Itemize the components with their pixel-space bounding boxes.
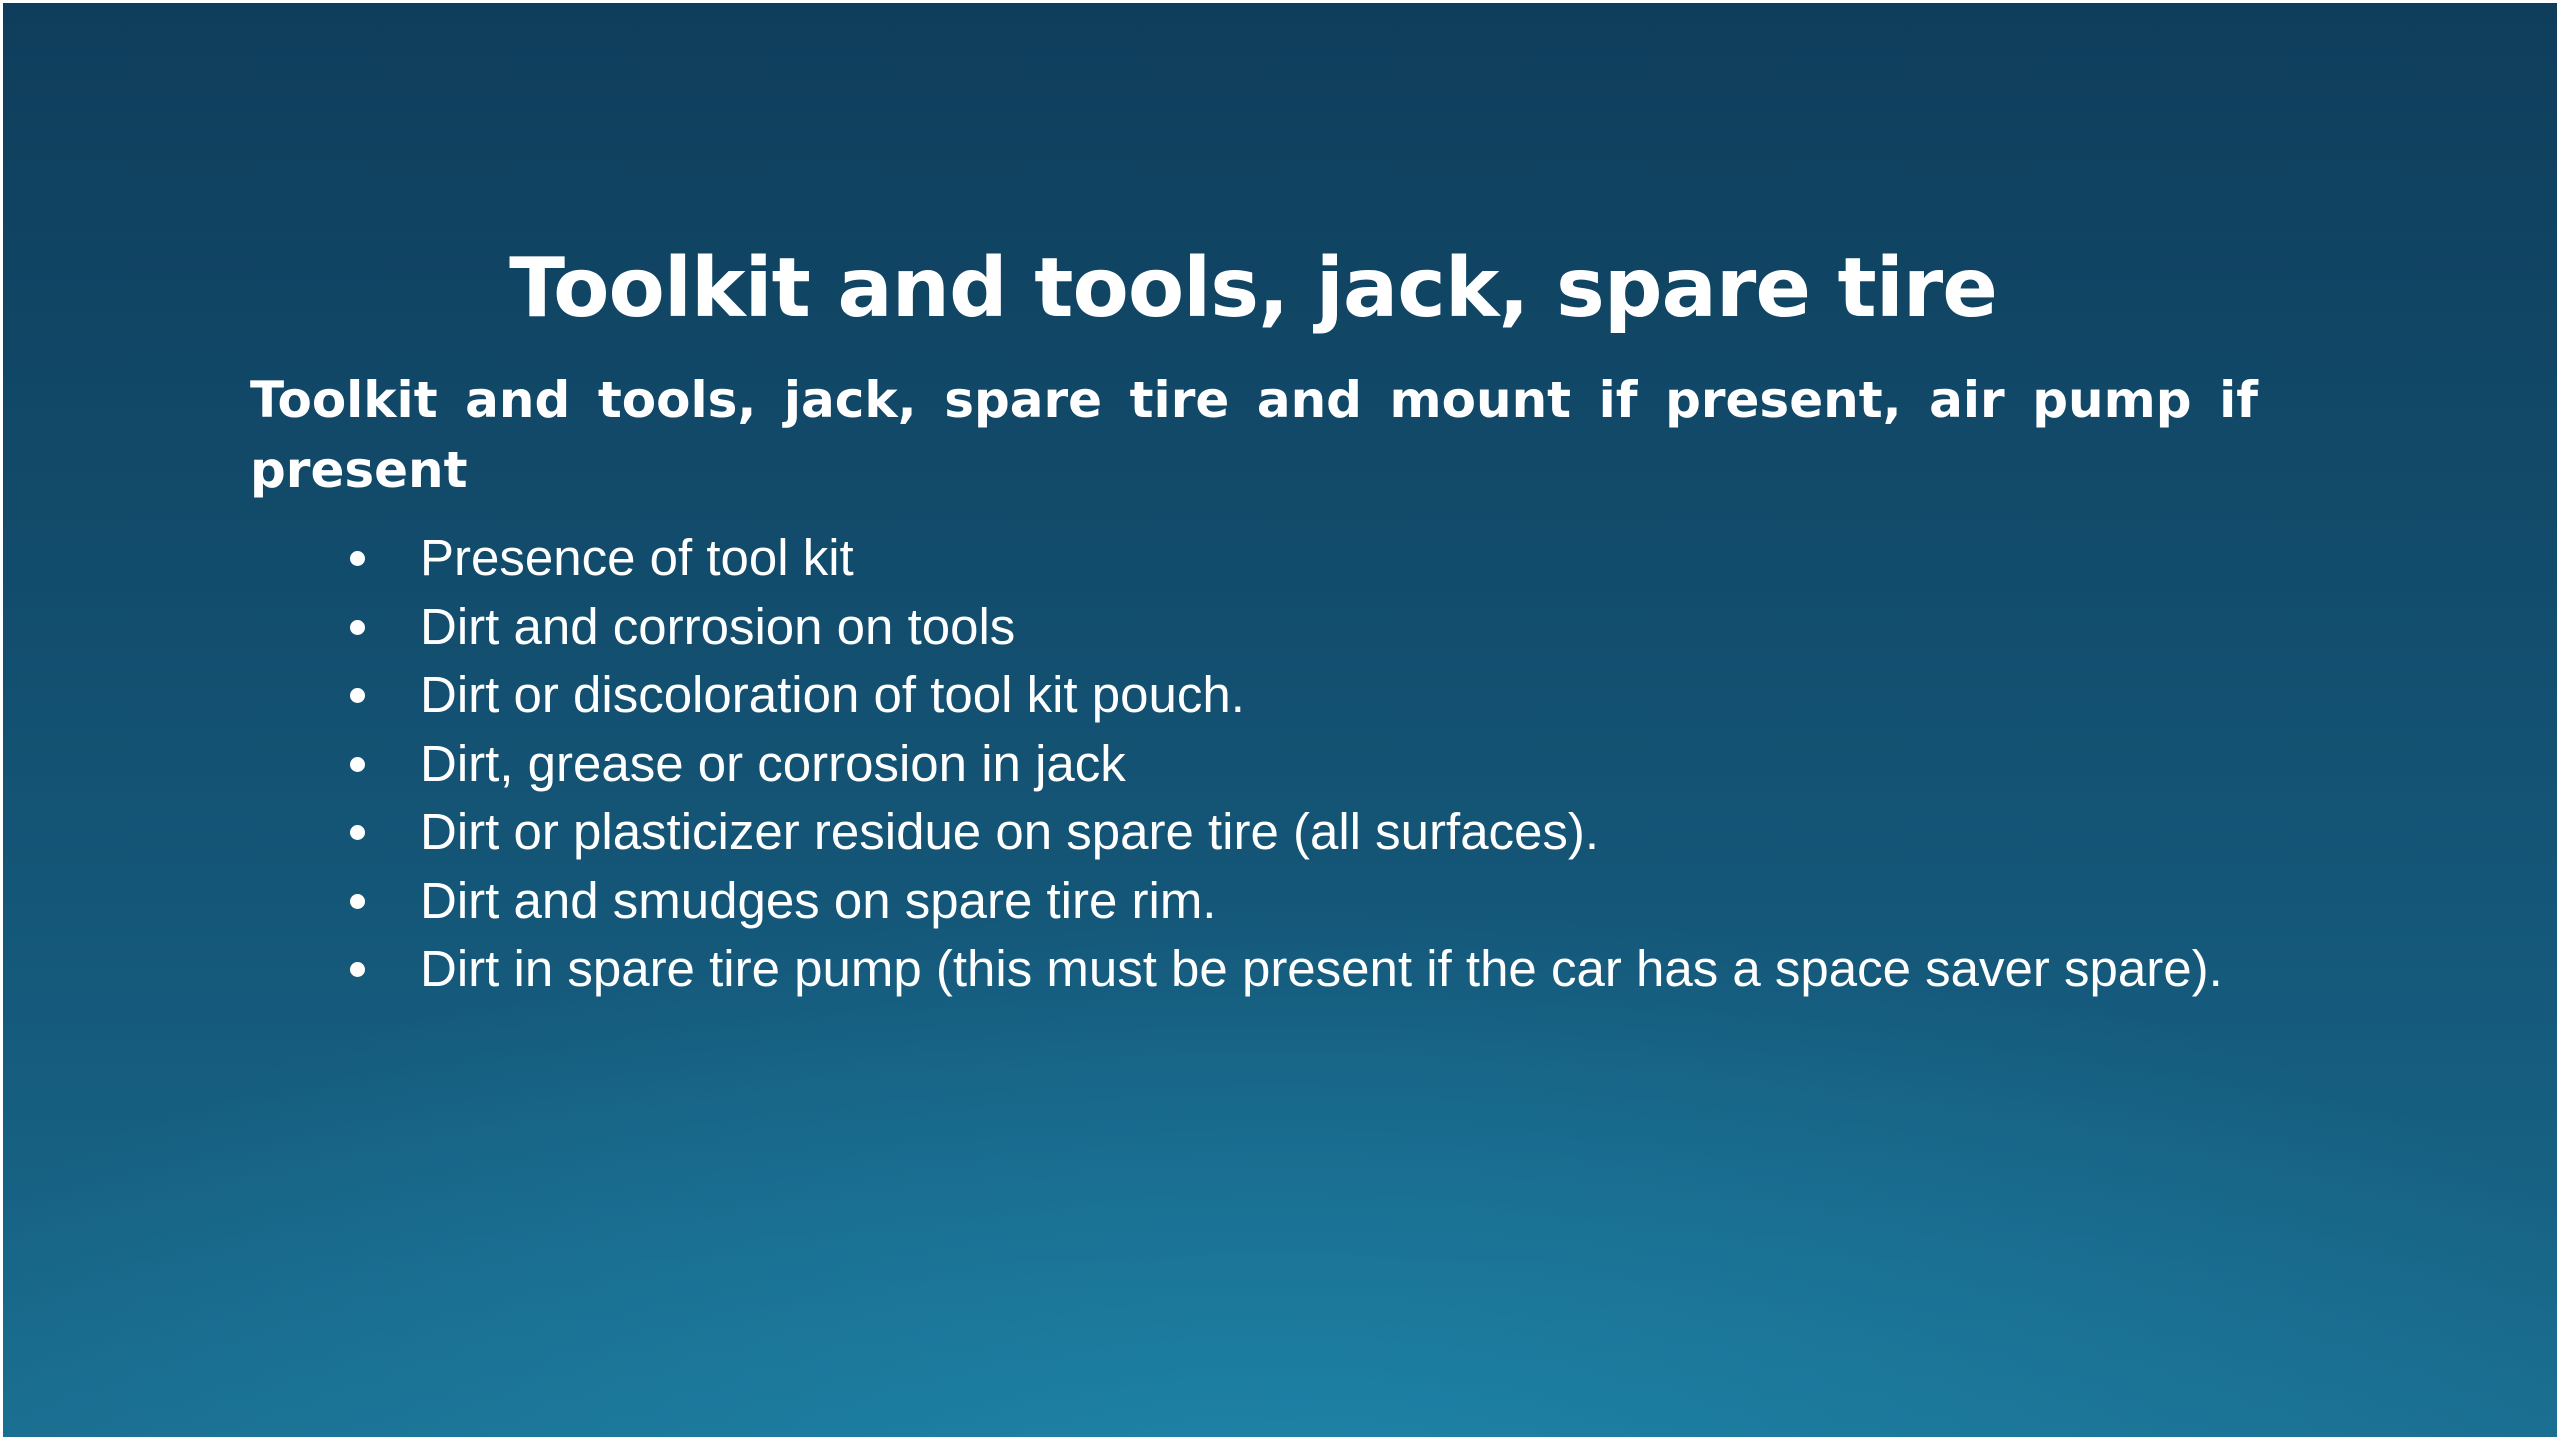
- list-item: [343, 867, 2258, 936]
- bullet-icon: [350, 962, 365, 977]
- bullet-icon: [350, 620, 365, 635]
- list-item: [343, 593, 2258, 662]
- bullet-icon: [350, 551, 365, 566]
- list-item: [343, 935, 2258, 1004]
- bullet-list: [343, 524, 2258, 1004]
- bullet-icon: [350, 688, 365, 703]
- bullet-text: Dirt and corrosion on tools: [420, 597, 1016, 655]
- list-item: [343, 661, 2258, 730]
- bullet-icon: [350, 894, 365, 909]
- bullet-text: Dirt or plasticizer residue on spare tire (all surfaces).: [420, 803, 1600, 860]
- bullet-icon: [350, 825, 365, 840]
- bullet-icon: [350, 757, 365, 772]
- bullet-text: Dirt or discoloration of tool kit pouch.: [420, 666, 1245, 723]
- bullet-text: Dirt in spare tire pump (this must be present if the car has a space saver spare).: [420, 940, 2223, 997]
- list-item: [343, 730, 2258, 799]
- slide-title: Toolkit and tools, jack, spare tire: [509, 241, 1997, 336]
- list-item: [343, 798, 2258, 867]
- slide: [3, 3, 2557, 1437]
- bullet-text: Presence of tool kit: [420, 529, 854, 586]
- slide-subtitle: Toolkit and tools, jack, spare tire and mount if present, air pump if present: [250, 371, 2258, 499]
- list-item: [343, 524, 2258, 593]
- bullet-text: Dirt, grease or corrosion in jack: [420, 734, 1126, 792]
- bullet-text: Dirt and smudges on spare tire rim.: [420, 871, 1217, 929]
